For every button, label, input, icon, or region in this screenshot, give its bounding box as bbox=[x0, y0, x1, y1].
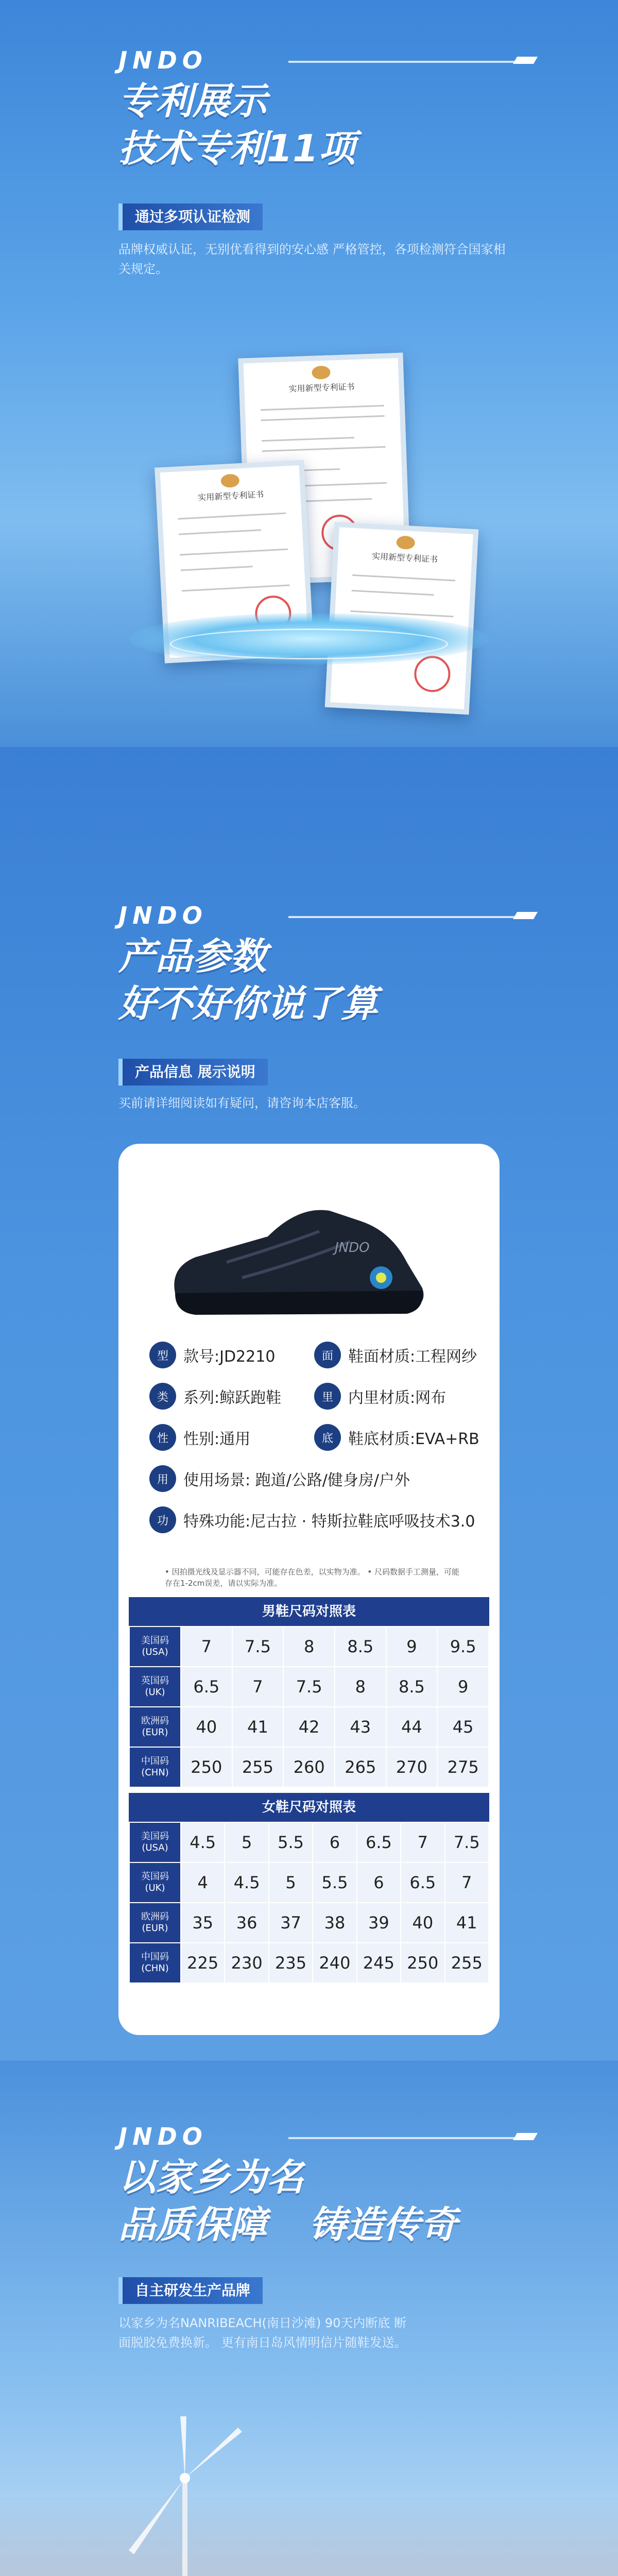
size-cell: 7 bbox=[401, 1822, 444, 1862]
size-cell: 39 bbox=[357, 1903, 401, 1943]
size-row-header: 欧洲码 (EUR) bbox=[129, 1903, 181, 1943]
size-cell: 7.5 bbox=[445, 1822, 489, 1862]
size-cell: 6 bbox=[313, 1822, 356, 1862]
size-cell: 9 bbox=[386, 1626, 438, 1667]
size-cell: 5 bbox=[225, 1822, 268, 1862]
spec-icon: 型 bbox=[149, 1342, 176, 1368]
size-cell: 36 bbox=[225, 1903, 268, 1943]
size-row bbox=[129, 1862, 489, 1903]
size-cell: 6.5 bbox=[181, 1667, 232, 1707]
size-cell: 270 bbox=[386, 1747, 438, 1787]
size-row bbox=[129, 1903, 489, 1943]
spec-text: 鞋面材质:工程网纱 bbox=[348, 1348, 477, 1366]
size-cell: 6.5 bbox=[357, 1822, 401, 1862]
size-cell: 275 bbox=[437, 1747, 489, 1787]
size-cell: 45 bbox=[437, 1707, 489, 1747]
section-tag: 自主研发生产品牌 bbox=[118, 2277, 263, 2304]
size-cell: 7 bbox=[445, 1862, 489, 1903]
size-cell: 265 bbox=[335, 1747, 386, 1787]
size-row bbox=[129, 1747, 489, 1787]
shoe-image bbox=[165, 1175, 433, 1329]
divider bbox=[288, 61, 515, 63]
spec-text: 鞋底材质:EVA+RB bbox=[348, 1430, 479, 1448]
spec-text: 内里材质:网布 bbox=[348, 1389, 447, 1407]
size-cell: 7.5 bbox=[232, 1626, 284, 1667]
size-cell: 225 bbox=[181, 1943, 225, 1983]
spec-icon: 性 bbox=[149, 1424, 176, 1451]
size-cell: 255 bbox=[232, 1747, 284, 1787]
product-params-section bbox=[0, 747, 618, 2061]
size-cell: 4.5 bbox=[181, 1822, 225, 1862]
spec-text: 系列:鲸跃跑鞋 bbox=[183, 1389, 282, 1407]
brand-logo: JNDO bbox=[118, 902, 208, 929]
size-cell: 7.5 bbox=[283, 1667, 335, 1707]
size-cell: 44 bbox=[386, 1707, 438, 1747]
size-cell: 260 bbox=[283, 1747, 335, 1787]
section-description: 品牌权威认证，无别优看得到的安心感 严格管控，各项检测符合国家相关规定。 bbox=[118, 242, 506, 276]
size-cell: 5.5 bbox=[269, 1822, 313, 1862]
divider bbox=[288, 916, 515, 918]
women-size-table bbox=[129, 1822, 489, 1984]
size-cell: 8.5 bbox=[335, 1626, 386, 1667]
size-cell: 6.5 bbox=[401, 1862, 444, 1903]
spec-icon: 底 bbox=[314, 1424, 341, 1451]
women-size-title: 女鞋尺码对照表 bbox=[129, 1793, 489, 1822]
section-tag: 产品信息 展示说明 bbox=[118, 1059, 268, 1086]
brand-logo: JNDO bbox=[118, 46, 208, 74]
size-cell: 35 bbox=[181, 1903, 225, 1943]
size-cell: 5.5 bbox=[313, 1862, 356, 1903]
section-title: 专利展示 bbox=[118, 79, 267, 123]
wind-turbine-icon bbox=[118, 2416, 252, 2576]
certificate-title: 实用新型专利证书 bbox=[371, 551, 438, 565]
spec-text: 款号:JD2210 bbox=[183, 1348, 276, 1366]
spec-item bbox=[314, 1422, 479, 1453]
seal-icon bbox=[414, 655, 452, 693]
divider bbox=[513, 912, 538, 919]
size-cell: 41 bbox=[445, 1903, 489, 1943]
size-cell: 4.5 bbox=[225, 1862, 268, 1903]
display-stage-ring bbox=[170, 629, 448, 659]
size-cell: 42 bbox=[283, 1707, 335, 1747]
size-cell: 250 bbox=[401, 1943, 444, 1983]
size-row bbox=[129, 1626, 489, 1667]
certificate-title: 实用新型专利证书 bbox=[288, 381, 355, 394]
section-title: 以家乡为名 bbox=[118, 2156, 304, 2199]
size-cell: 37 bbox=[269, 1903, 313, 1943]
spec-item bbox=[314, 1340, 477, 1370]
spec-icon: 用 bbox=[149, 1465, 176, 1492]
section-description: 以家乡为名NANRIBEACH(南日沙滩) 90天内断底 断面脱胶免费换新。 更有南日岛风情明信片随鞋发送。 bbox=[118, 2316, 407, 2350]
size-cell: 7 bbox=[232, 1667, 284, 1707]
spec-icon: 类 bbox=[149, 1383, 176, 1410]
section-subtitle-right: 铸造传奇 bbox=[309, 2203, 458, 2246]
spec-item bbox=[149, 1340, 275, 1370]
section-subtitle-left: 品质保障 bbox=[118, 2203, 267, 2246]
emblem-icon bbox=[312, 365, 331, 379]
men-size-table bbox=[129, 1626, 489, 1788]
size-row bbox=[129, 1707, 489, 1747]
size-cell: 5 bbox=[269, 1862, 313, 1903]
size-cell: 235 bbox=[269, 1943, 313, 1983]
size-cell: 41 bbox=[232, 1707, 284, 1747]
size-cell: 40 bbox=[181, 1707, 232, 1747]
spec-text: 特殊功能:尼古拉 · 特斯拉鞋底呼吸技术3.0 bbox=[183, 1513, 475, 1531]
size-cell: 8.5 bbox=[386, 1667, 438, 1707]
spec-item bbox=[149, 1504, 479, 1535]
product-note: • 因拍摄光线及显示器不同，可能存在色差，以实物为准。 • 尺码数据手工测量，可能存在1-2cm误差，请以实际为准。 bbox=[165, 1567, 460, 1588]
product-card bbox=[118, 1144, 500, 2035]
size-cell: 9 bbox=[437, 1667, 489, 1707]
size-cell: 38 bbox=[313, 1903, 356, 1943]
size-row-header: 英国码 (UK) bbox=[129, 1862, 181, 1903]
size-cell: 6 bbox=[357, 1862, 401, 1903]
size-row-header: 美国码 (USA) bbox=[129, 1626, 181, 1667]
size-cell: 4 bbox=[181, 1862, 225, 1903]
size-cell: 9.5 bbox=[437, 1626, 489, 1667]
emblem-icon bbox=[220, 473, 239, 488]
size-cell: 8 bbox=[283, 1626, 335, 1667]
divider bbox=[513, 2133, 538, 2140]
spec-item bbox=[149, 1381, 281, 1412]
size-cell: 250 bbox=[181, 1747, 232, 1787]
size-row bbox=[129, 1667, 489, 1707]
section-title: 产品参数 bbox=[118, 935, 267, 978]
size-row-header: 美国码 (USA) bbox=[129, 1822, 181, 1862]
size-cell: 240 bbox=[313, 1943, 356, 1983]
size-row-header: 英国码 (UK) bbox=[129, 1667, 181, 1707]
shoe-logo-text: JNDO bbox=[335, 1240, 370, 1256]
size-cell: 245 bbox=[357, 1943, 401, 1983]
spec-item bbox=[149, 1463, 469, 1494]
patent-section bbox=[0, 0, 618, 747]
emblem-icon bbox=[396, 535, 415, 550]
men-size-title: 男鞋尺码对照表 bbox=[129, 1597, 489, 1626]
section-tag: 通过多项认证检测 bbox=[118, 204, 263, 230]
hometown-section bbox=[0, 2061, 618, 2576]
size-cell: 7 bbox=[181, 1626, 232, 1667]
section-subtitle: 好不好你说了算 bbox=[118, 982, 379, 1025]
spec-icon: 功 bbox=[149, 1506, 176, 1533]
size-cell: 40 bbox=[401, 1903, 444, 1943]
size-cell: 230 bbox=[225, 1943, 268, 1983]
size-row-header: 中国码 (CHN) bbox=[129, 1943, 181, 1983]
size-row-header: 欧洲码 (EUR) bbox=[129, 1707, 181, 1747]
size-cell: 8 bbox=[335, 1667, 386, 1707]
spec-text: 使用场景: 跑道/公路/健身房/户外 bbox=[183, 1471, 410, 1489]
size-cell: 255 bbox=[445, 1943, 489, 1983]
brand-logo: JNDO bbox=[118, 2123, 208, 2150]
section-subtitle: 技术专利11项 bbox=[118, 127, 356, 170]
spec-icon: 里 bbox=[314, 1383, 341, 1410]
spec-item bbox=[314, 1381, 446, 1412]
section-description: 买前请详细阅读如有疑问，请咨询本店客服。 bbox=[118, 1096, 366, 1110]
size-row-header: 中国码 (CHN) bbox=[129, 1747, 181, 1787]
spec-text: 性别:通用 bbox=[183, 1430, 251, 1448]
size-cell: 43 bbox=[335, 1707, 386, 1747]
certificate-title: 实用新型专利证书 bbox=[197, 489, 264, 503]
divider bbox=[513, 57, 538, 64]
spec-item bbox=[149, 1422, 250, 1453]
spec-icon: 面 bbox=[314, 1342, 341, 1368]
size-row bbox=[129, 1822, 489, 1862]
size-row bbox=[129, 1943, 489, 1983]
divider bbox=[288, 2137, 515, 2139]
